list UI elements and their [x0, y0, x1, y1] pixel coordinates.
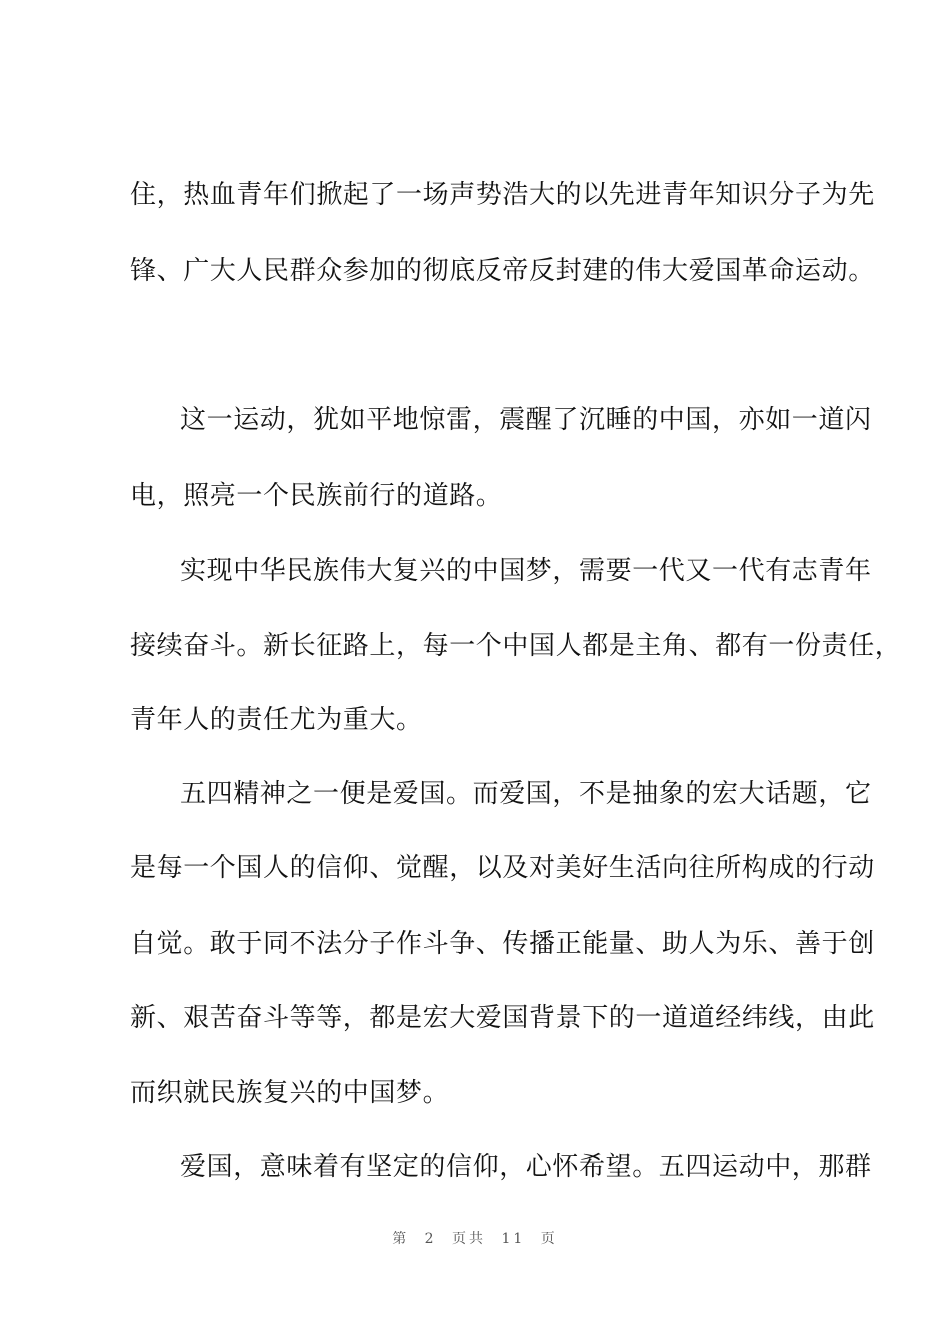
paragraph-start-line: 实现中华民族伟大复兴的中国梦，需要一代又一代有志青年 [180, 556, 872, 586]
paragraph-start-line: 爱国，意味着有坚定的信仰，心怀希望。五四运动中，那群 [180, 1152, 872, 1182]
paragraph-start-line: 五四精神之一便是爱国。而爱国，不是抽象的宏大话题，它 [180, 779, 872, 809]
paragraph-start-line: 这一运动，犹如平地惊雷，震醒了沉睡的中国，亦如一道闪 [180, 405, 872, 435]
text-line: 而织就民族复兴的中国梦。 [130, 1078, 450, 1108]
text-line: 新、艰苦奋斗等等，都是宏大爱国背景下的一道道经纬线，由此 [130, 1003, 875, 1033]
text-line: 住，热血青年们掀起了一场声势浩大的以先进青年知识分子为先 [130, 180, 875, 210]
footer-total-pages: 11 [501, 1231, 526, 1247]
footer-page-number: 2 [424, 1231, 437, 1247]
text-line: 青年人的责任尤为重大。 [130, 705, 423, 735]
footer-prefix: 第 [392, 1231, 410, 1247]
text-line: 电，照亮一个民族前行的道路。 [130, 481, 503, 511]
page-footer [0, 1228, 950, 1248]
text-line: 是每一个国人的信仰、觉醒，以及对美好生活向往所构成的行动 [130, 853, 875, 883]
footer-suffix: 页 [540, 1231, 558, 1247]
text-line: 锋、广大人民群众参加的彻底反帝反封建的伟大爱国革命运动。 [130, 256, 875, 286]
footer-middle: 页共 [452, 1231, 487, 1247]
text-line: 接续奋斗。新长征路上，每一个中国人都是主角、都有一份责任， [130, 631, 902, 661]
text-line: 自觉。敢于同不法分子作斗争、传播正能量、助人为乐、善于创 [130, 929, 875, 959]
